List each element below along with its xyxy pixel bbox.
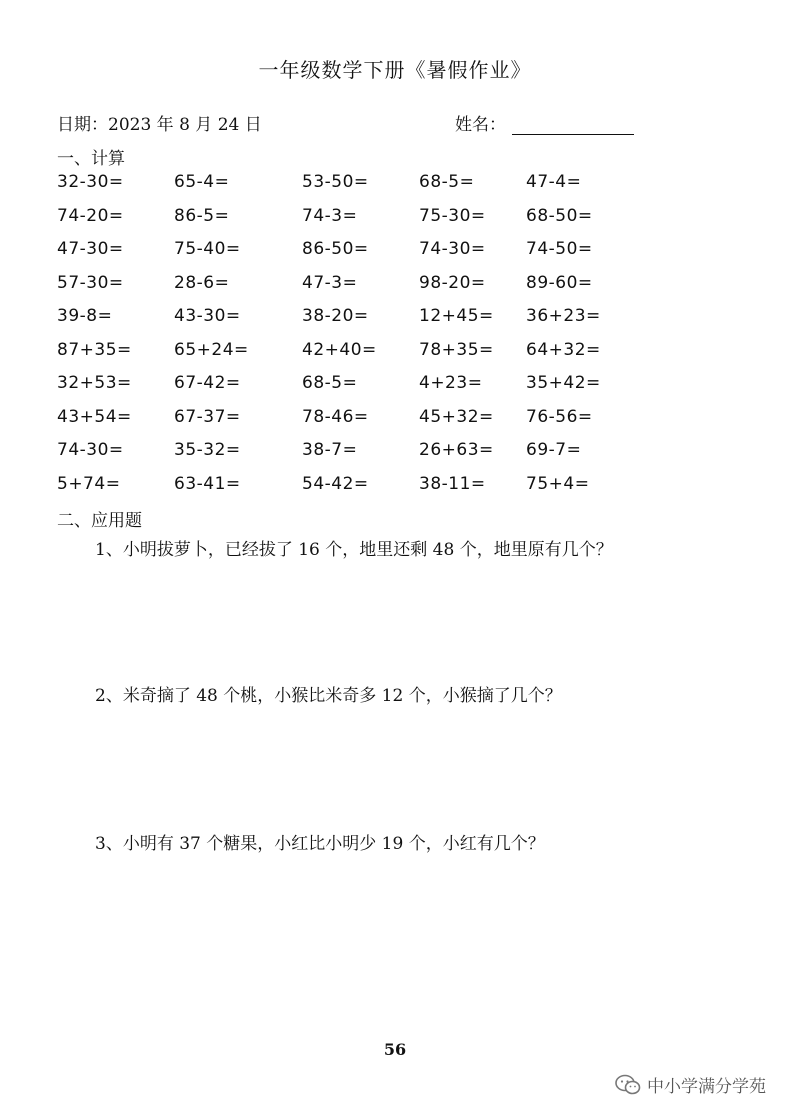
calc-problem: 4+23= bbox=[419, 373, 483, 393]
calc-problem: 67-37= bbox=[174, 406, 241, 427]
calc-problem: 35+42= bbox=[526, 373, 601, 393]
calculation-grid bbox=[57, 172, 677, 507]
calc-problem: 68-5= bbox=[302, 373, 358, 393]
calc-problem: 5+74= bbox=[57, 473, 121, 494]
calc-problem: 63-41= bbox=[174, 473, 241, 494]
calc-problem: 75+4= bbox=[526, 473, 590, 494]
calc-row bbox=[57, 172, 677, 206]
calc-problem: 98-20= bbox=[419, 272, 486, 293]
calc-problem: 54-42= bbox=[302, 473, 369, 494]
calc-problem: 74-30= bbox=[419, 239, 486, 259]
calc-row bbox=[57, 206, 677, 240]
calc-problem: 47-3= bbox=[302, 272, 358, 293]
date-label: 日期：2023 年 8 月 24 日 bbox=[57, 115, 262, 135]
calc-problem: 26+63= bbox=[419, 440, 494, 460]
calc-problem: 43-30= bbox=[174, 306, 241, 326]
calc-problem: 68-5= bbox=[419, 172, 475, 192]
calc-problem: 39-8= bbox=[57, 306, 113, 326]
calc-problem: 47-4= bbox=[526, 172, 582, 192]
question-3: 3、小明有 37 个糖果，小红比小明少 19 个，小红有几个？ bbox=[95, 834, 545, 854]
calc-row bbox=[57, 440, 677, 474]
section-heading-calculation: 一、计算 bbox=[57, 149, 125, 169]
calc-problem: 76-56= bbox=[526, 406, 593, 427]
calc-problem: 86-50= bbox=[302, 239, 369, 259]
calc-problem: 86-5= bbox=[174, 205, 230, 226]
calc-row bbox=[57, 340, 677, 374]
calc-problem: 45+32= bbox=[419, 406, 494, 427]
watermark-text: 中小学满分学苑 bbox=[647, 1077, 766, 1097]
calc-problem: 32-30= bbox=[57, 172, 124, 192]
name-blank-line bbox=[512, 114, 634, 135]
calc-problem: 75-30= bbox=[419, 205, 486, 226]
name-label: 姓名： bbox=[455, 115, 506, 135]
calc-problem: 68-50= bbox=[526, 205, 593, 226]
watermark bbox=[615, 1072, 766, 1097]
calc-row bbox=[57, 239, 677, 273]
calc-problem: 74-50= bbox=[526, 239, 593, 259]
calc-problem: 38-20= bbox=[302, 306, 369, 326]
calc-problem: 43+54= bbox=[57, 406, 132, 427]
calc-row bbox=[57, 407, 677, 441]
calc-problem: 47-30= bbox=[57, 239, 124, 259]
calc-problem: 89-60= bbox=[526, 272, 593, 293]
page-number: 56 bbox=[383, 1040, 407, 1059]
calc-row bbox=[57, 373, 677, 407]
calc-problem: 36+23= bbox=[526, 306, 601, 326]
calc-problem: 28-6= bbox=[174, 272, 230, 293]
wechat-icon bbox=[615, 1074, 641, 1096]
section-heading-word-problems: 二、应用题 bbox=[57, 511, 142, 531]
calc-problem: 64+32= bbox=[526, 339, 601, 360]
calc-problem: 35-32= bbox=[174, 440, 241, 460]
calc-problem: 65+24= bbox=[174, 339, 249, 360]
calc-problem: 78+35= bbox=[419, 339, 494, 360]
calc-problem: 12+45= bbox=[419, 306, 494, 326]
page-title: 一年级数学下册《暑假作业》 bbox=[258, 58, 532, 82]
name-field bbox=[455, 110, 634, 135]
calc-problem: 75-40= bbox=[174, 239, 241, 259]
calc-problem: 38-11= bbox=[419, 473, 486, 494]
calc-problem: 42+40= bbox=[302, 339, 377, 360]
calc-problem: 38-7= bbox=[302, 440, 358, 460]
calc-problem: 69-7= bbox=[526, 440, 582, 460]
calc-row bbox=[57, 474, 677, 508]
calc-problem: 74-30= bbox=[57, 440, 124, 460]
calc-problem: 32+53= bbox=[57, 373, 132, 393]
calc-problem: 57-30= bbox=[57, 272, 124, 293]
question-1: 1、小明拔萝卜，已经拔了 16 个，地里还剩 48 个，地里原有几个？ bbox=[95, 540, 613, 560]
calc-row bbox=[57, 306, 677, 340]
calc-problem: 67-42= bbox=[174, 373, 241, 393]
calc-row bbox=[57, 273, 677, 307]
calc-problem: 65-4= bbox=[174, 172, 230, 192]
calc-problem: 87+35= bbox=[57, 339, 132, 360]
calc-problem: 74-3= bbox=[302, 205, 358, 226]
calc-problem: 53-50= bbox=[302, 172, 369, 192]
calc-problem: 78-46= bbox=[302, 406, 369, 427]
question-2: 2、米奇摘了 48 个桃，小猴比米奇多 12 个，小猴摘了几个？ bbox=[95, 686, 562, 706]
calc-problem: 74-20= bbox=[57, 205, 124, 226]
